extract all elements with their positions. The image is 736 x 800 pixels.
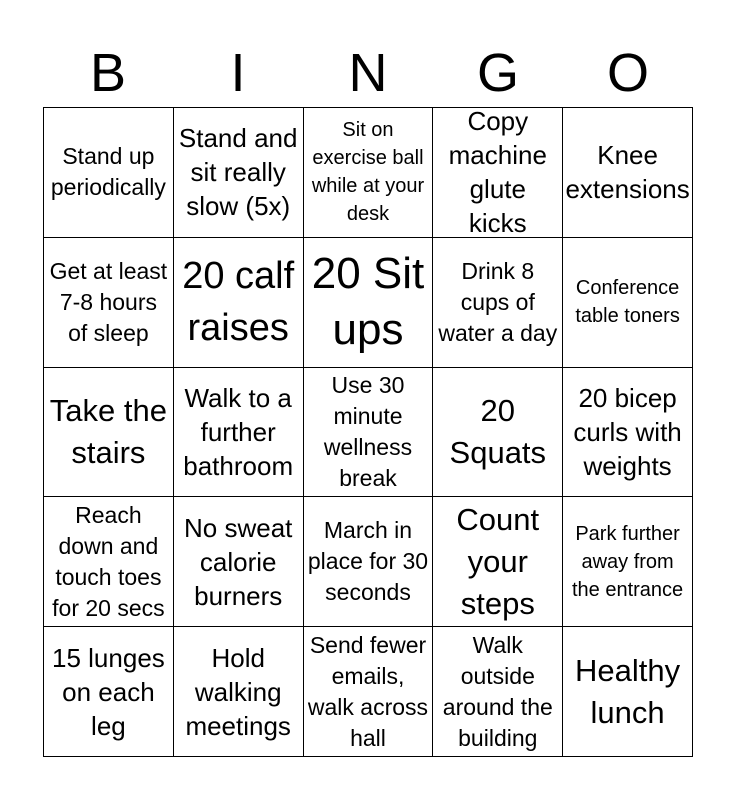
header-letter-b: B <box>89 43 127 103</box>
bingo-cell-0-2[interactable] <box>304 108 434 238</box>
bingo-cell-1-4[interactable] <box>563 238 693 368</box>
cell-text: Use 30 minute wellness break <box>323 371 413 491</box>
cell-text: Walk to a further bathroom <box>183 382 294 481</box>
bingo-cell-3-3[interactable] <box>433 497 563 627</box>
bingo-cell-2-4[interactable] <box>563 368 693 498</box>
cell-text: Stand up periodically <box>50 143 166 201</box>
bingo-cell-2-1[interactable] <box>174 368 304 498</box>
bingo-cell-2-0[interactable] <box>44 368 174 498</box>
cell-text: Count your steps <box>456 501 540 621</box>
cell-text: March in place for 30 seconds <box>307 517 429 606</box>
cell-text: No sweat calorie burners <box>184 512 293 611</box>
cell-text: 20 calf raises <box>182 255 295 350</box>
bingo-cell-2-2[interactable] <box>304 368 434 498</box>
cell-text: 20 Squats <box>449 392 547 470</box>
cell-text: Take the stairs <box>49 392 167 470</box>
cell-text: Get at least 7-8 hours of sleep <box>49 257 168 346</box>
cell-text: Conference table toners <box>575 277 680 328</box>
header-letter-i: I <box>230 43 246 103</box>
bingo-cell-3-0[interactable] <box>44 497 174 627</box>
cell-text: Send fewer emails, walk across hall <box>307 631 429 751</box>
bingo-cell-0-0[interactable] <box>44 108 174 238</box>
bingo-cell-0-1[interactable] <box>174 108 304 238</box>
header-letter-o: O <box>606 43 649 103</box>
bingo-cell-0-4[interactable] <box>563 108 693 238</box>
header-letter-g: G <box>476 43 519 103</box>
bingo-cell-4-2[interactable] <box>304 627 434 757</box>
cell-text: Park further away from the entrance <box>571 522 684 601</box>
header-letter-n: N <box>348 43 388 103</box>
bingo-cell-3-4[interactable] <box>563 497 693 627</box>
bingo-cell-0-3[interactable] <box>433 108 563 238</box>
cell-text: Healthy lunch <box>575 652 681 730</box>
cell-text: Reach down and touch toes for 20 secs <box>52 501 165 621</box>
bingo-cell-4-0[interactable] <box>44 627 174 757</box>
bingo-cell-1-3[interactable] <box>433 238 563 368</box>
cell-text: Hold walking meetings <box>185 642 291 741</box>
bingo-cell-1-0[interactable] <box>44 238 174 368</box>
cell-text: 15 lunges on each leg <box>52 642 165 741</box>
bingo-cell-4-4[interactable] <box>563 627 693 757</box>
bingo-cell-1-1[interactable] <box>174 238 304 368</box>
cell-text: Knee extensions <box>565 140 690 205</box>
cell-text: 20 Sit ups <box>311 249 425 355</box>
cell-text: Stand and sit really slow (5x) <box>178 123 298 222</box>
bingo-cell-3-1[interactable] <box>174 497 304 627</box>
bingo-cell-4-3[interactable] <box>433 627 563 757</box>
cell-text: Walk outside around the building <box>442 631 553 751</box>
bingo-board <box>43 107 693 757</box>
cell-text: Drink 8 cups of water a day <box>438 257 558 346</box>
bingo-cell-4-1[interactable] <box>174 627 304 757</box>
bingo-cell-2-3[interactable] <box>433 368 563 498</box>
bingo-cell-3-2[interactable] <box>304 497 434 627</box>
bingo-header <box>43 40 693 106</box>
cell-text: 20 bicep curls with weights <box>573 382 682 481</box>
cell-text: Sit on exercise ball while at your desk <box>311 119 425 226</box>
cell-text: Copy machine glute kicks <box>448 108 547 238</box>
bingo-cell-1-2[interactable] <box>304 238 434 368</box>
